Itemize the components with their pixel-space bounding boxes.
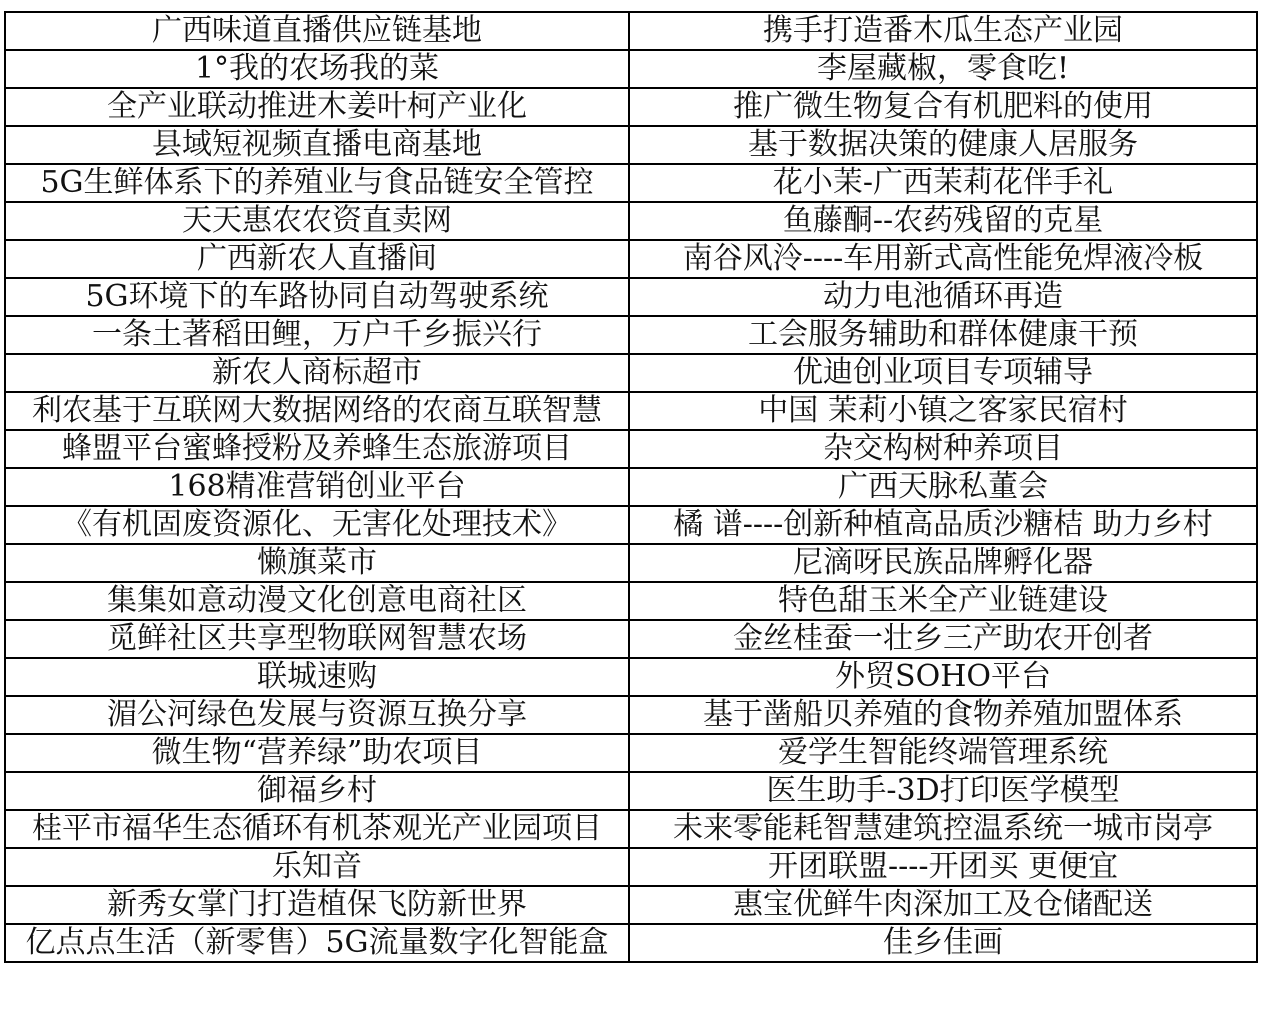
table-cell-right: 携手打造番木瓜生态产业园 (629, 12, 1257, 50)
table-row (5, 848, 1257, 886)
table-row (5, 202, 1257, 240)
table-cell-left: 亿点点生活（新零售）5G流量数字化智能盒 (5, 924, 629, 962)
table-cell-right: 基于数据决策的健康人居服务 (629, 126, 1257, 164)
table-cell-left: 利农基于互联网大数据网络的农商互联智慧 (5, 392, 629, 430)
table-cell-left: 联城速购 (5, 658, 629, 696)
table-cell-right: 杂交构树种养项目 (629, 430, 1257, 468)
table-cell-right: 尼滴呀民族品牌孵化器 (629, 544, 1257, 582)
table-cell-left: 5G生鲜体系下的养殖业与食品链安全管控 (5, 164, 629, 202)
table-cell-left: 1°我的农场我的菜 (5, 50, 629, 88)
table-row (5, 12, 1257, 50)
table-row (5, 278, 1257, 316)
table-cell-right: 优迪创业项目专项辅导 (629, 354, 1257, 392)
table-cell-right: 惠宝优鲜牛肉深加工及仓储配送 (629, 886, 1257, 924)
project-table (4, 11, 1258, 963)
table-row (5, 126, 1257, 164)
table-cell-right: 开团联盟----开团买 更便宜 (629, 848, 1257, 886)
table-cell-right: 医生助手-3D打印医学模型 (629, 772, 1257, 810)
table-row (5, 164, 1257, 202)
table-row (5, 468, 1257, 506)
table-row (5, 354, 1257, 392)
table-row (5, 50, 1257, 88)
table-row (5, 430, 1257, 468)
table-cell-right: 南谷风泠----车用新式高性能免焊液冷板 (629, 240, 1257, 278)
table-row (5, 582, 1257, 620)
table-cell-left: 湄公河绿色发展与资源互换分享 (5, 696, 629, 734)
table-row (5, 88, 1257, 126)
table-cell-right: 花小茉-广西茉莉花伴手礼 (629, 164, 1257, 202)
table-cell-left: 县域短视频直播电商基地 (5, 126, 629, 164)
table-cell-left: 一条土著稻田鲤，万户千乡振兴行 (5, 316, 629, 354)
table-row (5, 772, 1257, 810)
table-cell-left: 《有机固废资源化、无害化处理技术》 (5, 506, 629, 544)
table-cell-right: 金丝桂蚕一壮乡三产助农开创者 (629, 620, 1257, 658)
table-cell-right: 广西天脉私董会 (629, 468, 1257, 506)
table-cell-left: 168精准营销创业平台 (5, 468, 629, 506)
table-cell-left: 天天惠农农资直卖网 (5, 202, 629, 240)
table-row (5, 886, 1257, 924)
table-cell-right: 未来零能耗智慧建筑控温系统一城市岗亭 (629, 810, 1257, 848)
table-cell-right: 工会服务辅助和群体健康干预 (629, 316, 1257, 354)
table-cell-left: 广西味道直播供应链基地 (5, 12, 629, 50)
table-cell-left: 桂平市福华生态循环有机茶观光产业园项目 (5, 810, 629, 848)
table-cell-right: 中国 茉莉小镇之客家民宿村 (629, 392, 1257, 430)
table-cell-left: 乐知音 (5, 848, 629, 886)
table-row (5, 734, 1257, 772)
table-cell-left: 微生物“营养绿”助农项目 (5, 734, 629, 772)
table-cell-right: 动力电池循环再造 (629, 278, 1257, 316)
table-row (5, 658, 1257, 696)
table-row (5, 620, 1257, 658)
table-cell-left: 新秀女掌门打造植保飞防新世界 (5, 886, 629, 924)
table-cell-left: 蜂盟平台蜜蜂授粉及养蜂生态旅游项目 (5, 430, 629, 468)
table-cell-right: 爱学生智能终端管理系统 (629, 734, 1257, 772)
table-cell-right: 橘 谱----创新种植高品质沙糖桔 助力乡村 (629, 506, 1257, 544)
table-cell-right: 外贸SOHO平台 (629, 658, 1257, 696)
table-row (5, 392, 1257, 430)
table-cell-right: 李屋藏椒，零食吃! (629, 50, 1257, 88)
table-cell-left: 广西新农人直播间 (5, 240, 629, 278)
table-cell-right: 鱼藤酮--农药残留的克星 (629, 202, 1257, 240)
table-cell-left: 5G环境下的车路协同自动驾驶系统 (5, 278, 629, 316)
table-cell-left: 御福乡村 (5, 772, 629, 810)
table-cell-right: 佳乡佳画 (629, 924, 1257, 962)
table-cell-left: 全产业联动推进木姜叶柯产业化 (5, 88, 629, 126)
table-row (5, 544, 1257, 582)
table-cell-right: 基于凿船贝养殖的食物养殖加盟体系 (629, 696, 1257, 734)
project-table-container (4, 11, 1256, 963)
table-cell-left: 集集如意动漫文化创意电商社区 (5, 582, 629, 620)
table-cell-left: 懒旗菜市 (5, 544, 629, 582)
table-row (5, 924, 1257, 962)
table-row (5, 506, 1257, 544)
table-cell-left: 觅鲜社区共享型物联网智慧农场 (5, 620, 629, 658)
table-row (5, 696, 1257, 734)
table-row (5, 240, 1257, 278)
table-cell-right: 推广微生物复合有机肥料的使用 (629, 88, 1257, 126)
table-cell-right: 特色甜玉米全产业链建设 (629, 582, 1257, 620)
table-row (5, 810, 1257, 848)
table-row (5, 316, 1257, 354)
table-cell-left: 新农人商标超市 (5, 354, 629, 392)
